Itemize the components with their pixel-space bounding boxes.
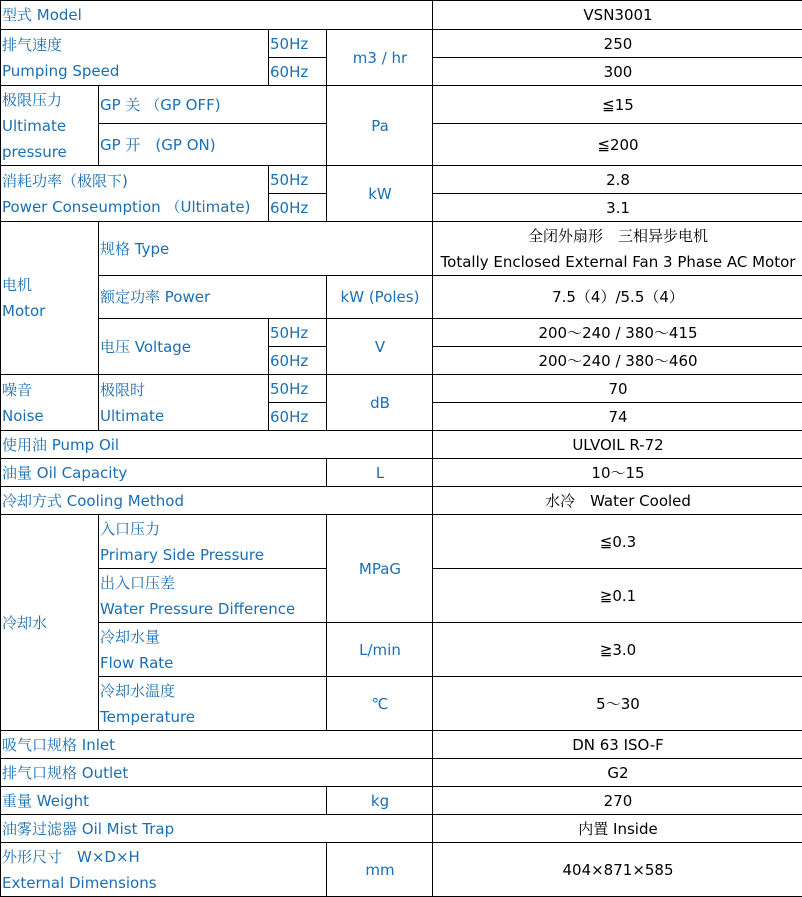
row-pumping-speed-50hz [1, 30, 802, 58]
pumping-speed-label-en: Pumping Speed [2, 58, 268, 84]
pressure-diff-label-cn: 出入口压差 [100, 570, 326, 596]
inlet-label: 吸气口规格 Inlet [1, 731, 433, 759]
power-value-50: 2.8 [433, 166, 802, 194]
gp-on-value: ≦200 [433, 124, 802, 166]
oil-mist-trap-value: 内置 Inside [433, 815, 802, 843]
noise-label-cn: 噪音 [2, 377, 98, 403]
power-freq-50: 50Hz [269, 166, 327, 194]
noise-sub-label [99, 375, 269, 431]
dimensions-label-en: External Dimensions [2, 870, 326, 896]
noise-sub-label-en: Ultimate [100, 403, 268, 429]
dimensions-value: 404×871×585 [433, 843, 802, 897]
motor-label-en: Motor [2, 298, 98, 324]
power-consumption-unit: kW [327, 166, 433, 222]
pumping-speed-value-50: 250 [433, 30, 802, 58]
weight-label: 重量 Weight [1, 787, 327, 815]
row-outlet [1, 759, 802, 787]
noise-freq-50: 50Hz [269, 375, 327, 403]
row-cooling-flow-rate [1, 623, 802, 677]
gp-off-label: GP 关 （GP OFF) [99, 86, 327, 124]
model-value: VSN3001 [433, 1, 802, 30]
noise-value-50: 70 [433, 375, 802, 403]
cooling-water-label: 冷却水 [1, 515, 99, 731]
voltage-value-50: 200～240 / 380～415 [433, 319, 802, 347]
pumping-speed-value-60: 300 [433, 58, 802, 86]
power-freq-60: 60Hz [269, 194, 327, 222]
outlet-value: G2 [433, 759, 802, 787]
motor-label [1, 222, 99, 375]
motor-type-value [433, 222, 802, 276]
row-pump-oil [1, 431, 802, 459]
power-consumption-label [1, 166, 269, 222]
gp-off-value: ≦15 [433, 86, 802, 124]
motor-label-cn: 电机 [2, 272, 98, 298]
row-oil-capacity [1, 459, 802, 487]
oil-capacity-value: 10～15 [433, 459, 802, 487]
cooling-method-label: 冷却方式 Cooling Method [1, 487, 433, 515]
noise-unit: dB [327, 375, 433, 431]
flow-rate-unit: L/min [327, 623, 433, 677]
ultimate-pressure-label-line3: pressure [2, 139, 98, 165]
voltage-freq-60: 60Hz [269, 347, 327, 375]
weight-value: 270 [433, 787, 802, 815]
voltage-unit: V [327, 319, 433, 375]
temperature-value: 5～30 [433, 677, 802, 731]
temperature-label [99, 677, 327, 731]
rated-power-label: 额定功率 Power [99, 276, 327, 319]
pressure-diff-label [99, 569, 327, 623]
flow-rate-label-cn: 冷却水量 [100, 624, 326, 650]
row-cooling-method [1, 487, 802, 515]
row-dimensions [1, 843, 802, 897]
row-ultimate-pressure-off [1, 86, 802, 124]
oil-capacity-unit: L [327, 459, 433, 487]
weight-unit: kg [327, 787, 433, 815]
row-model [1, 1, 802, 30]
row-noise-50hz [1, 375, 802, 403]
cooling-method-value: 水冷 Water Cooled [433, 487, 802, 515]
flow-rate-label-en: Flow Rate [100, 650, 326, 676]
flow-rate-label [99, 623, 327, 677]
row-motor-voltage-50hz [1, 319, 802, 347]
row-cooling-primary-pressure [1, 515, 802, 569]
row-motor-type [1, 222, 802, 276]
pumping-speed-unit: m3 / hr [327, 30, 433, 86]
noise-label [1, 375, 99, 431]
pump-oil-value: ULVOIL R-72 [433, 431, 802, 459]
row-inlet [1, 731, 802, 759]
pressure-diff-label-en: Water Pressure Difference [100, 596, 326, 622]
primary-pressure-value: ≦0.3 [433, 515, 802, 569]
primary-pressure-label [99, 515, 327, 569]
motor-type-value-cn: 全闭外扇形 三相异步电机 [434, 223, 802, 249]
rated-power-unit: kW (Poles) [327, 276, 433, 319]
primary-pressure-label-en: Primary Side Pressure [100, 542, 326, 568]
rated-power-value: 7.5（4）/5.5（4） [433, 276, 802, 319]
pumping-speed-label-cn: 排气速度 [2, 32, 268, 58]
flow-rate-value: ≧3.0 [433, 623, 802, 677]
temperature-label-en: Temperature [100, 704, 326, 730]
ultimate-pressure-unit: Pa [327, 86, 433, 166]
gp-on-label: GP 开 (GP ON) [99, 124, 327, 166]
model-label: 型式 Model [1, 1, 433, 30]
noise-label-en: Noise [2, 403, 98, 429]
noise-value-60: 74 [433, 403, 802, 431]
motor-type-label: 规格 Type [99, 222, 433, 276]
pumping-speed-freq-60: 60Hz [269, 58, 327, 86]
dimensions-unit: mm [327, 843, 433, 897]
motor-type-value-en: Totally Enclosed External Fan 3 Phase AC Motor [434, 249, 802, 275]
noise-sub-label-cn: 极限时 [100, 377, 268, 403]
voltage-label: 电压 Voltage [99, 319, 269, 375]
row-power-50hz [1, 166, 802, 194]
power-consumption-label-cn: 消耗功率（极限下) [2, 168, 268, 194]
dimensions-label-cn: 外形尺寸 W×D×H [2, 844, 326, 870]
row-weight [1, 787, 802, 815]
pumping-speed-label [1, 30, 269, 86]
cooling-pressure-unit: MPaG [327, 515, 433, 623]
oil-mist-trap-label: 油雾过滤器 Oil Mist Trap [1, 815, 433, 843]
row-cooling-temperature [1, 677, 802, 731]
row-motor-rated-power [1, 276, 802, 319]
dimensions-label [1, 843, 327, 897]
oil-capacity-label: 油量 Oil Capacity [1, 459, 327, 487]
pressure-diff-value: ≧0.1 [433, 569, 802, 623]
pumping-speed-freq-50: 50Hz [269, 30, 327, 58]
primary-pressure-label-cn: 入口压力 [100, 516, 326, 542]
ultimate-pressure-label [1, 86, 99, 166]
temperature-label-cn: 冷却水温度 [100, 678, 326, 704]
power-value-60: 3.1 [433, 194, 802, 222]
ultimate-pressure-label-line1: 极限压力 [2, 87, 98, 113]
outlet-label: 排气口规格 Outlet [1, 759, 433, 787]
voltage-value-60: 200～240 / 380～460 [433, 347, 802, 375]
noise-freq-60: 60Hz [269, 403, 327, 431]
temperature-unit: ℃ [327, 677, 433, 731]
pump-oil-label: 使用油 Pump Oil [1, 431, 433, 459]
voltage-freq-50: 50Hz [269, 319, 327, 347]
power-consumption-label-en: Power Conseumption （Ultimate) [2, 194, 268, 220]
ultimate-pressure-label-line2: Ultimate [2, 113, 98, 139]
inlet-value: DN 63 ISO-F [433, 731, 802, 759]
row-oil-mist-trap [1, 815, 802, 843]
